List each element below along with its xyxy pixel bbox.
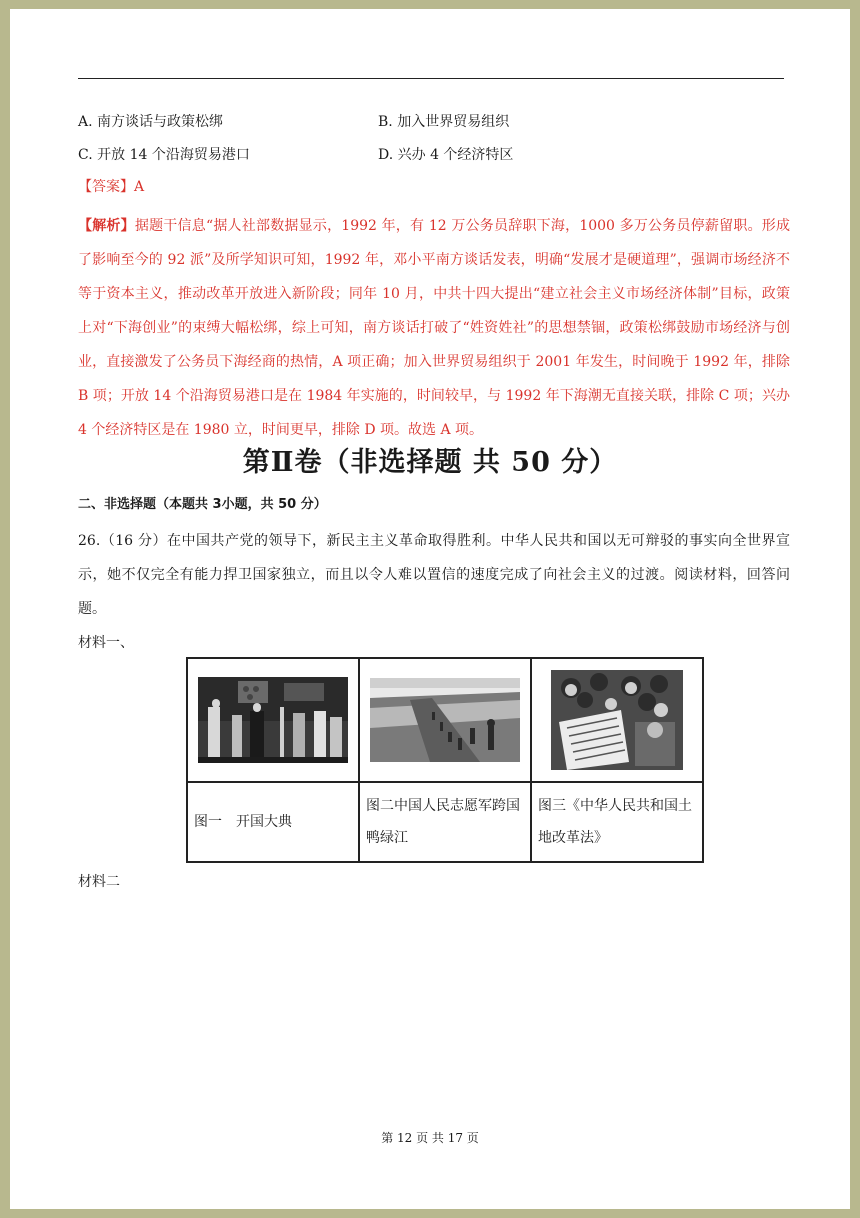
part-heading: 二、非选择题（本题共 3小题，共 50 分） bbox=[78, 497, 327, 512]
material-1-label: 材料一、 bbox=[78, 635, 134, 651]
figure-1-cell bbox=[187, 658, 359, 782]
option-d: D. 兴办 4 个经济特区 bbox=[378, 147, 514, 163]
material-2-label: 材料二 bbox=[78, 874, 120, 890]
section-title: 第Ⅱ卷（非选择题 共 50 分） bbox=[242, 447, 618, 478]
land-reform-law-photo bbox=[551, 670, 683, 770]
analysis-paragraph bbox=[78, 209, 790, 447]
founding-ceremony-photo bbox=[198, 677, 348, 763]
header-rule bbox=[78, 78, 784, 79]
analysis-label: 【解析】 bbox=[78, 218, 135, 234]
figure-2-caption: 图二中国人民志愿军跨国鸭绿江 bbox=[359, 782, 531, 862]
analysis-text: 据题干信息“据人社部数据显示，1992 年，有 12 万公务员辞职下海，1000 多万公务员停薪留职。形成了影响至今的 92 派”及所学知识可知，1992 年，邓小平南方谈话发表，明确“发展才是硬道理”，强调市场经济不等于资本主义，推动改革开放进入新阶段；同年 10 月，中共十四大提出“建立社会主义市场经济体制”目标，政策上对“下海创业”的束缚大幅松绑，综上可知，南方谈话打破了“姓资姓社”的思想禁锢，政策松绑鼓励市场经济与创业，直接激发了公务员下海经商的热情，A 项正确；加入世界贸易组织于 2001 年发生，时间晚于 1992 年，排除 B 项；开放 14 个沿海贸易港口是在 1984 年实施的，时间较早，与 1992 年下海潮无直接关联，排除 C 项；兴办 4 个经济特区是在 1980 立，时间更早，排除 D 项。故选 A 项。 bbox=[78, 218, 791, 438]
option-a: A. 南方谈话与政策松绑 bbox=[78, 114, 224, 130]
figure-3-cell bbox=[531, 658, 703, 782]
figure-2-cell bbox=[359, 658, 531, 782]
option-b: B. 加入世界贸易组织 bbox=[378, 114, 510, 130]
figure-table bbox=[186, 657, 704, 863]
answer-label: 【答案】 bbox=[78, 179, 134, 195]
page-footer: 第 12 页 共 17 页 bbox=[381, 1131, 479, 1145]
option-c: C. 开放 14 个沿海贸易港口 bbox=[78, 147, 250, 163]
figure-3-caption: 图三《中华人民共和国土地改革法》 bbox=[531, 782, 703, 862]
question-26: 26.（16 分）在中国共产党的领导下，新民主主义革命取得胜利。中华人民共和国以无可辩驳的事实向全世界宣示，她不仅完全有能力捍卫国家独立，而且以令人难以置信的速度完成了向社会主义的过渡。阅读材料，回答问题。 bbox=[78, 533, 790, 617]
figure-1-caption: 图一 开国大典 bbox=[187, 782, 359, 862]
yalu-river-crossing-photo bbox=[370, 678, 520, 762]
answer-value: A bbox=[134, 179, 145, 195]
document-page bbox=[10, 9, 850, 1209]
answer-line bbox=[78, 177, 144, 197]
